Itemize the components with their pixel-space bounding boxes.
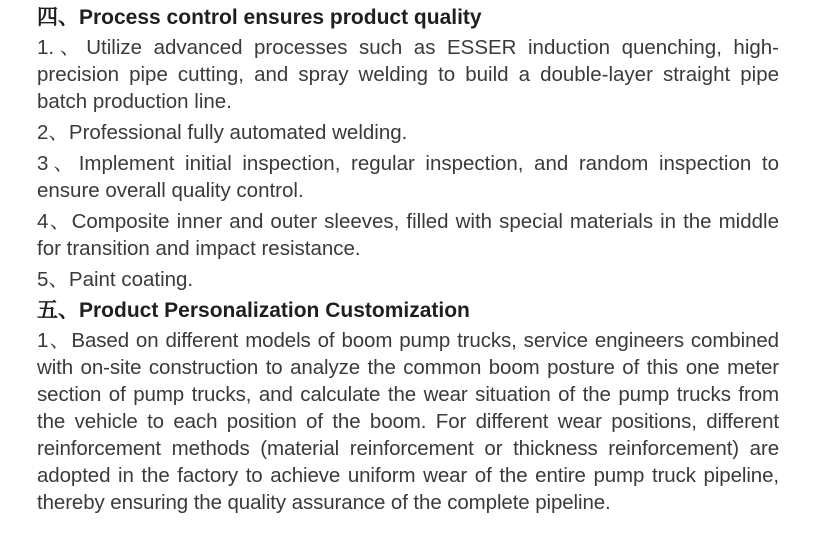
list-item: 5、Paint coating. [37, 268, 194, 291]
section-title: 四、Process control ensures product quality [37, 6, 482, 29]
section-title: 五、Product Personalization Customization [37, 299, 470, 322]
list-item: 1、Based on different models of boom pump trucks, service engineers combined with on-site construction to analyze the common boom posture of this one meter section of pump trucks, and calculate the wear situation of the pump trucks from the vehicle to each position of the boom. For different wear positions, different reinforcement methods (material reinforcement or thickness reinforcement) are adopted in the factory to achieve uniform wear of the entire pump truck pipeline, thereby ensuring the quality assurance of the complete pipeline. [37, 329, 779, 514]
document-page [37, 4, 779, 520]
section-process-control [37, 4, 779, 293]
list-item: 3、Implement initial inspection, regular inspection, and random inspection to ensure overall quality control. [37, 152, 779, 202]
section-personalization [37, 297, 779, 516]
list-item: 2、Professional fully automated welding. [37, 121, 408, 144]
list-item: 4、Composite inner and outer sleeves, filled with special materials in the middle for transition and impact resistance. [37, 210, 779, 260]
list-item: 1.、Utilize advanced processes such as ESSER induction quenching, high-precision pipe cutting, and spray welding to build a double-layer straight pipe batch production line. [37, 36, 779, 113]
